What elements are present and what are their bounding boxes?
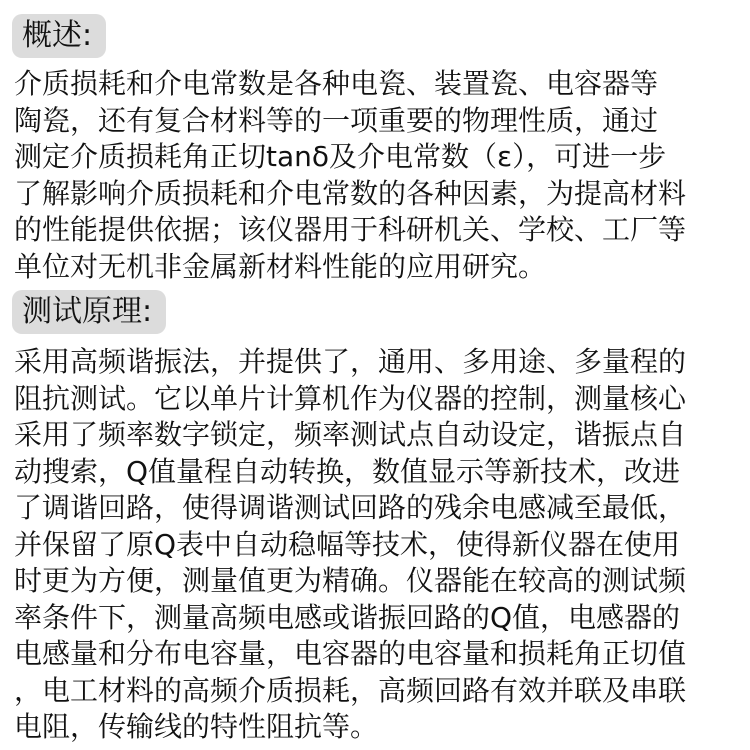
principle-line: 动搜索，Q值量程自动转换，数值显示等新技术，改进 — [14, 454, 681, 488]
overview-line: 单位对无机非金属新材料性能的应用研究。 — [14, 249, 547, 283]
principle-line: ，电工材料的高频介质损耗，高频回路有效并联及串联 — [14, 673, 687, 707]
principle-line: 采用高频谐振法，并提供了，通用、多用途、多量程的 — [14, 345, 687, 378]
section-heading-test-principle: 测试原理: — [12, 290, 166, 334]
overview-line: 陶瓷，还有复合材料等的一项重要的物理性质，通过 — [14, 103, 659, 137]
principle-line: 并保留了原Q表中自动稳幅等技术，使得新仪器在使用 — [14, 527, 681, 561]
test-principle-paragraph — [14, 344, 744, 746]
principle-line: 电感量和分布电容量，电容器的电容量和损耗角正切值 — [14, 637, 687, 670]
principle-line: 采用了频率数字锁定，频率测试点自动设定，谐振点自 — [14, 418, 687, 451]
overview-paragraph — [14, 66, 744, 285]
principle-line: 时更为方便，测量值更为精确。仪器能在较高的测试频 — [14, 564, 687, 597]
principle-line: 率条件下，测量高频电感或谐振回路的Q值，电感器的 — [14, 600, 681, 634]
section-heading-overview: 概述: — [12, 14, 106, 58]
overview-line: 了解影响介质损耗和介电常数的各种因素，为提高材料 — [14, 176, 687, 210]
overview-line: 的性能提供依据；该仪器用于科研机关、学校、工厂等 — [14, 213, 687, 246]
principle-line: 阻抗测试。它以单片计算机作为仪器的控制，测量核心 — [14, 381, 687, 415]
overview-line: 测定介质损耗角正切tanδ及介电常数（ε），可进一步 — [14, 140, 667, 173]
principle-line: 了调谐回路，使得调谐测试回路的残余电感减至最低， — [14, 491, 687, 524]
overview-line: 介质损耗和介电常数是各种电瓷、装置瓷、电容器等 — [14, 67, 659, 100]
principle-line: 电阻，传输线的特性阻抗等。 — [14, 710, 379, 743]
